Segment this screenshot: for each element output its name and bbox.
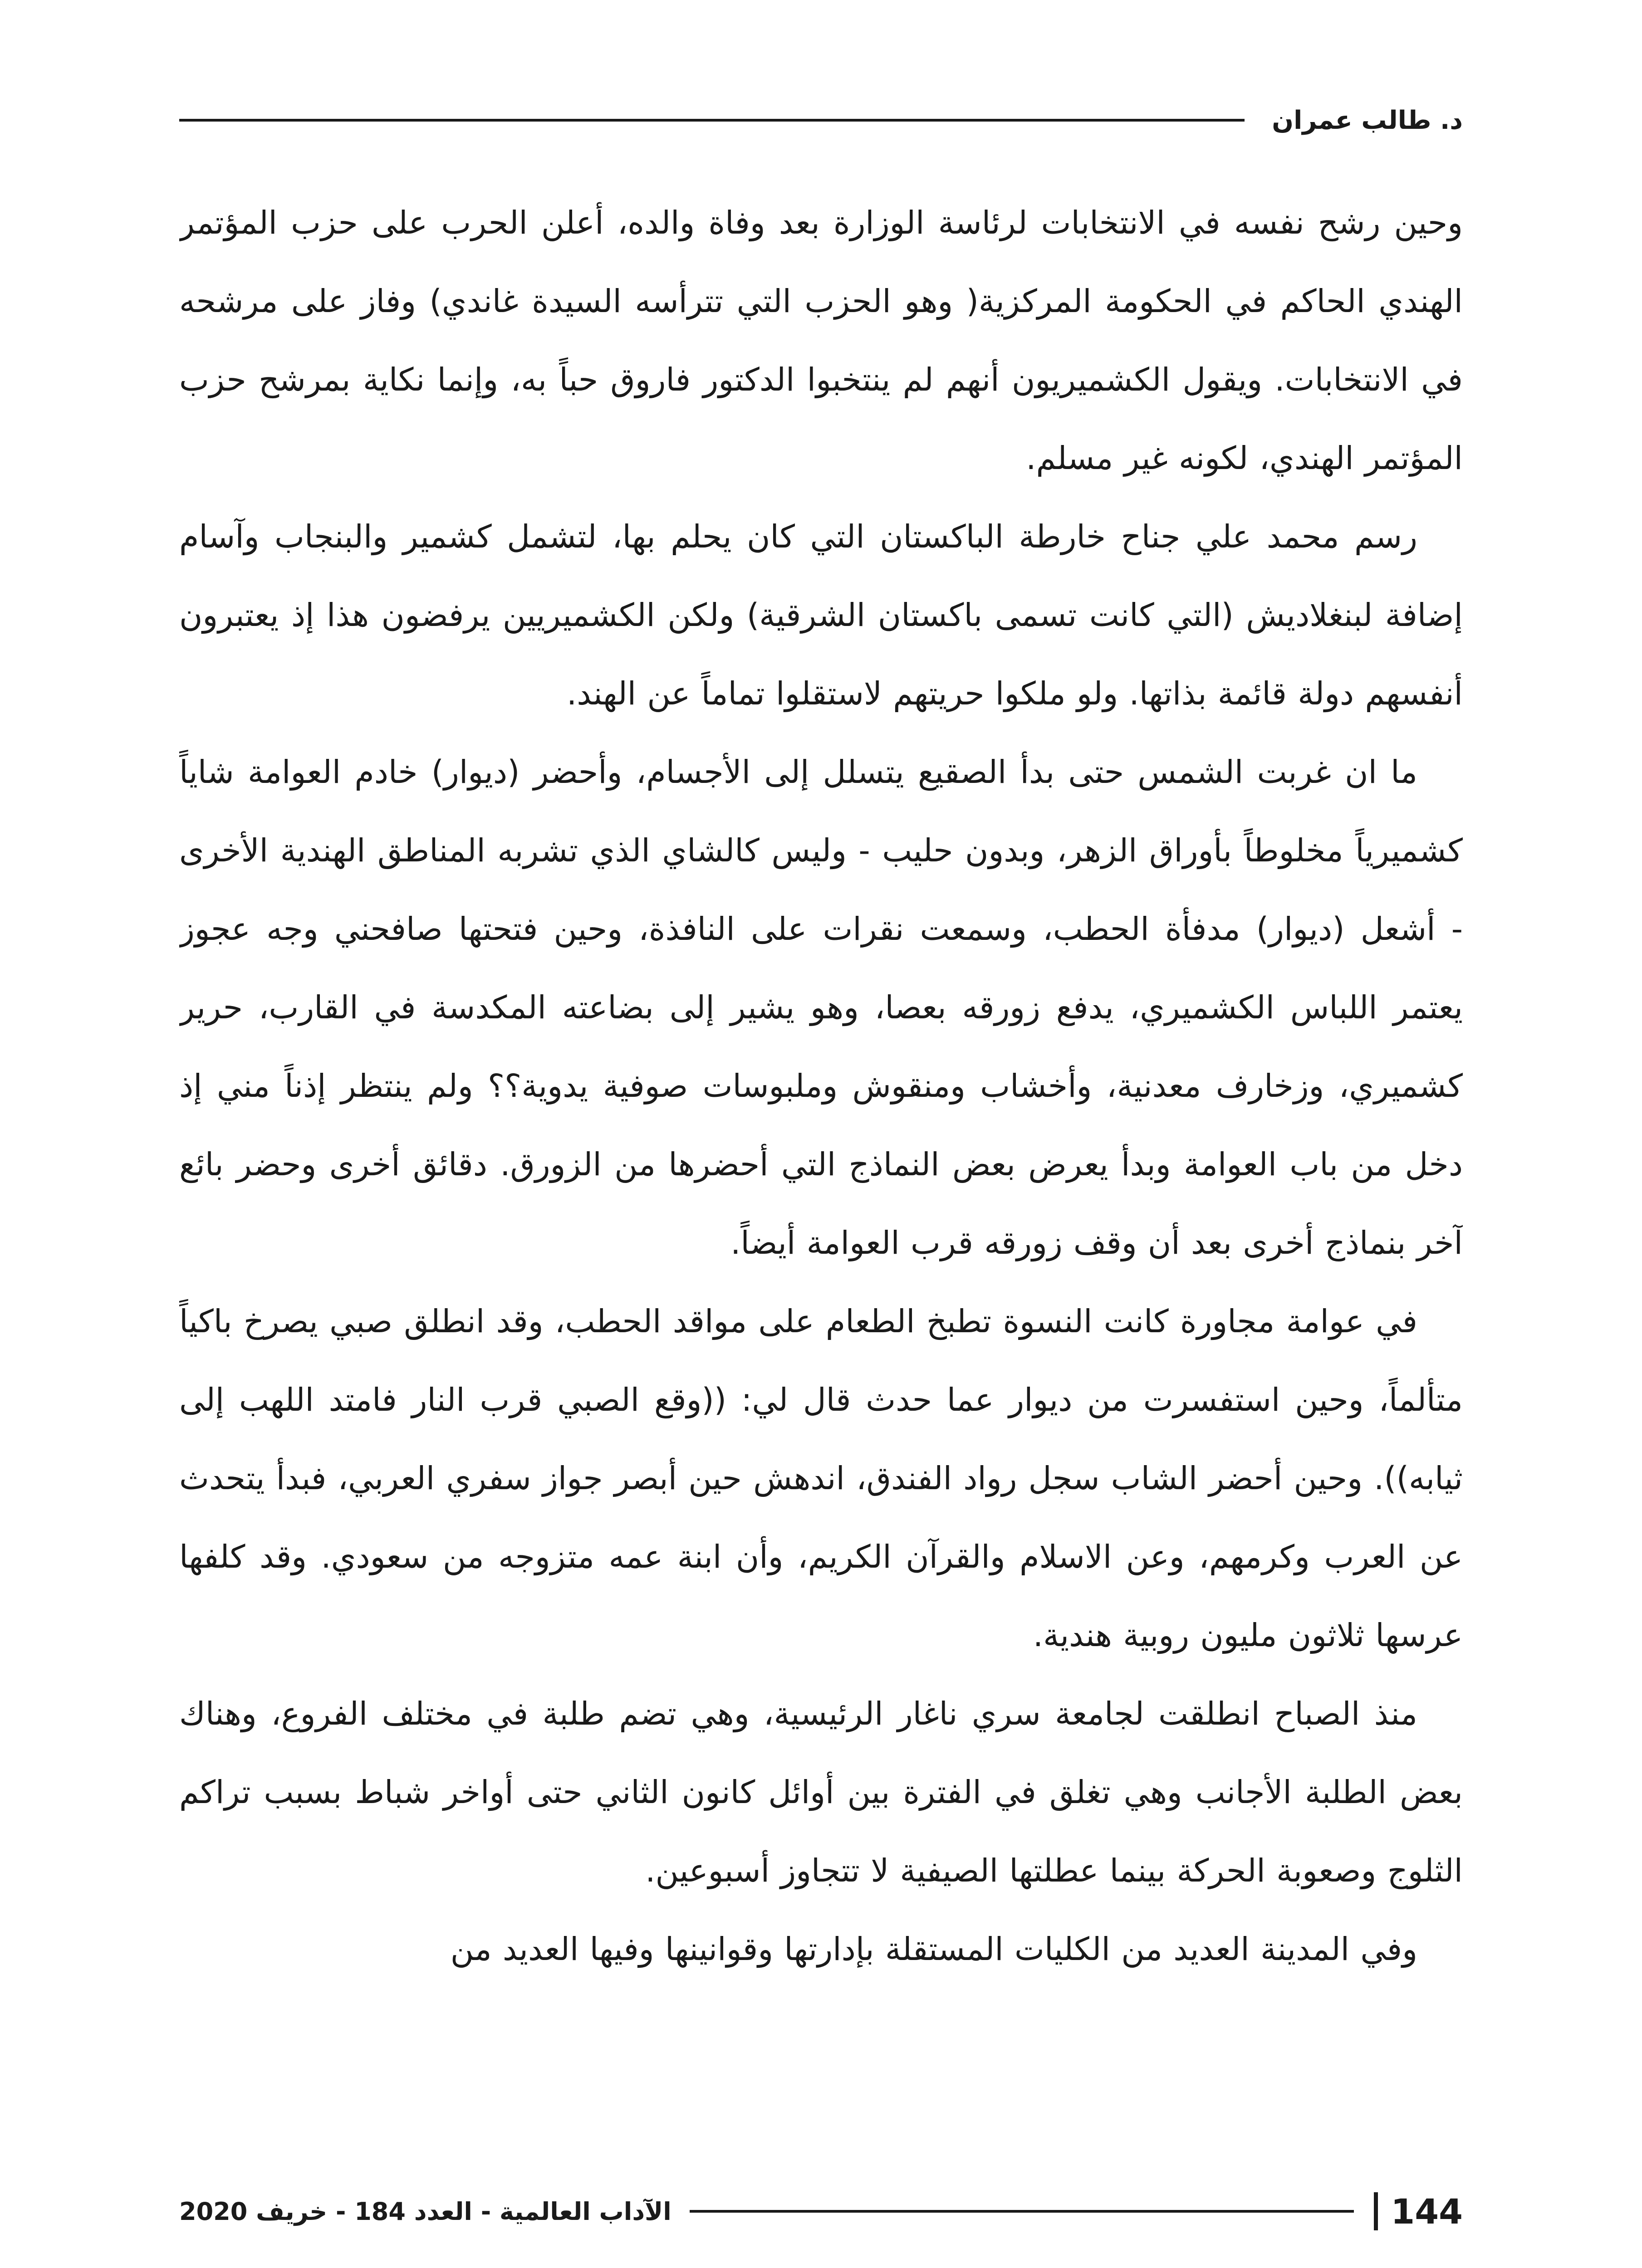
paragraph: وفي المدينة العديد من الكليات المستقلة بإدارتها وقوانينها وفيها العديد من (450, 1931, 1417, 1968)
page-number: 144 (1391, 2191, 1463, 2232)
paragraph: رسم محمد علي جناح خارطة الباكستان التي كان يحلم بها، لتشمل كشمير والبنجاب وآسام إضافة لبنغلاديش (التي كانت تسمى باكستان الشرقية) ولكن الكشميريين يرفضون هذا إذ يعتبرون أنفسهم دولة قائمة بذاتها. ولو ملكوا حريتهم لاستقلوا تماماً عن الهند. (179, 518, 1463, 712)
footer-rule (690, 2210, 1354, 2213)
article-body (179, 184, 1463, 2159)
paragraph: في عوامة مجاورة كانت النسوة تطبخ الطعام على مواقد الحطب، وقد انطلق صبي يصرخ باكياً متألماً، وحين استفسرت من ديوار عما حدث قال لي: ((وقع الصبي قرب النار فامتد اللهب إلى ثيابه)). وحين أحضر الشاب سجل رواد الفندق، اندهش حين أبصر جواز سفري العربي، فبدأ يتحدث عن العرب وكرمهم، وعن الاسلام والقرآن الكريم، وأن ابنة عمه متزوجه من سعودي. وقد كلفها عرسها ثلاثون مليون روبية هندية. (179, 1303, 1463, 1654)
page-header (179, 95, 1463, 145)
footer-separator-bar (1374, 2192, 1378, 2230)
running-head-author: د. طالب عمران (1272, 105, 1463, 135)
paragraph: وحين رشح نفسه في الانتخابات لرئاسة الوزارة بعد وفاة والده، أعلن الحرب على حزب المؤتمر الهندي الحاكم في الحكومة المركزية( وهو الحزب التي تترأسه السيدة غاندي) وفاز على مرشحه في الانتخابات. ويقول الكشميريون أنهم لم ينتخبوا الدكتور فاروق حباً به، وإنما نكاية بمرشح حزب المؤتمر الهندي، لكونه غير مسلم. (179, 204, 1463, 477)
paragraph: ما ان غربت الشمس حتى بدأ الصقيع يتسلل إلى الأجسام، وأحضر (ديوار) خادم العوامة شاياً كشميرياً مخلوطاً بأوراق الزهر، وبدون حليب - وليس كالشاي الذي تشربه المناطق الهندية الأخرى - أشعل (ديوار) مدفأة الحطب، وسمعت نقرات على النافذة، وحين فتحتها صافحني وجه عجوز يعتمر اللباس الكشميري، يدفع زورقه بعصا، وهو يشير إلى بضاعته المكدسة في القارب، حرير كشميري، وزخارف معدنية، وأخشاب ومنقوش وملبوسات صوفية يدوية؟؟ ولم ينتظر إذناً مني إذ دخل من باب العوامة وبدأ يعرض بعض النماذج التي أحضرها من الزورق. دقائق أخرى وحضر بائع آخر بنماذج أخرى بعد أن وقف زورقه قرب العوامة أيضاً. (179, 753, 1463, 1261)
paragraph: منذ الصباح انطلقت لجامعة سري ناغار الرئيسية، وهي تضم طلبة في مختلف الفروع، وهناك بعض الطلبة الأجانب وهي تغلق في الفترة بين أوائل كانون الثاني حتى أواخر شباط بسبب تراكم الثلوج وصعوبة الحركة بينما عطلتها الصيفية لا تتجاوز أسبوعين. (179, 1695, 1463, 1889)
page-footer (179, 2186, 1463, 2236)
header-rule (179, 119, 1245, 122)
journal-issue-info: الآداب العالمية - العدد 184 - خريف 2020 (179, 2197, 672, 2226)
